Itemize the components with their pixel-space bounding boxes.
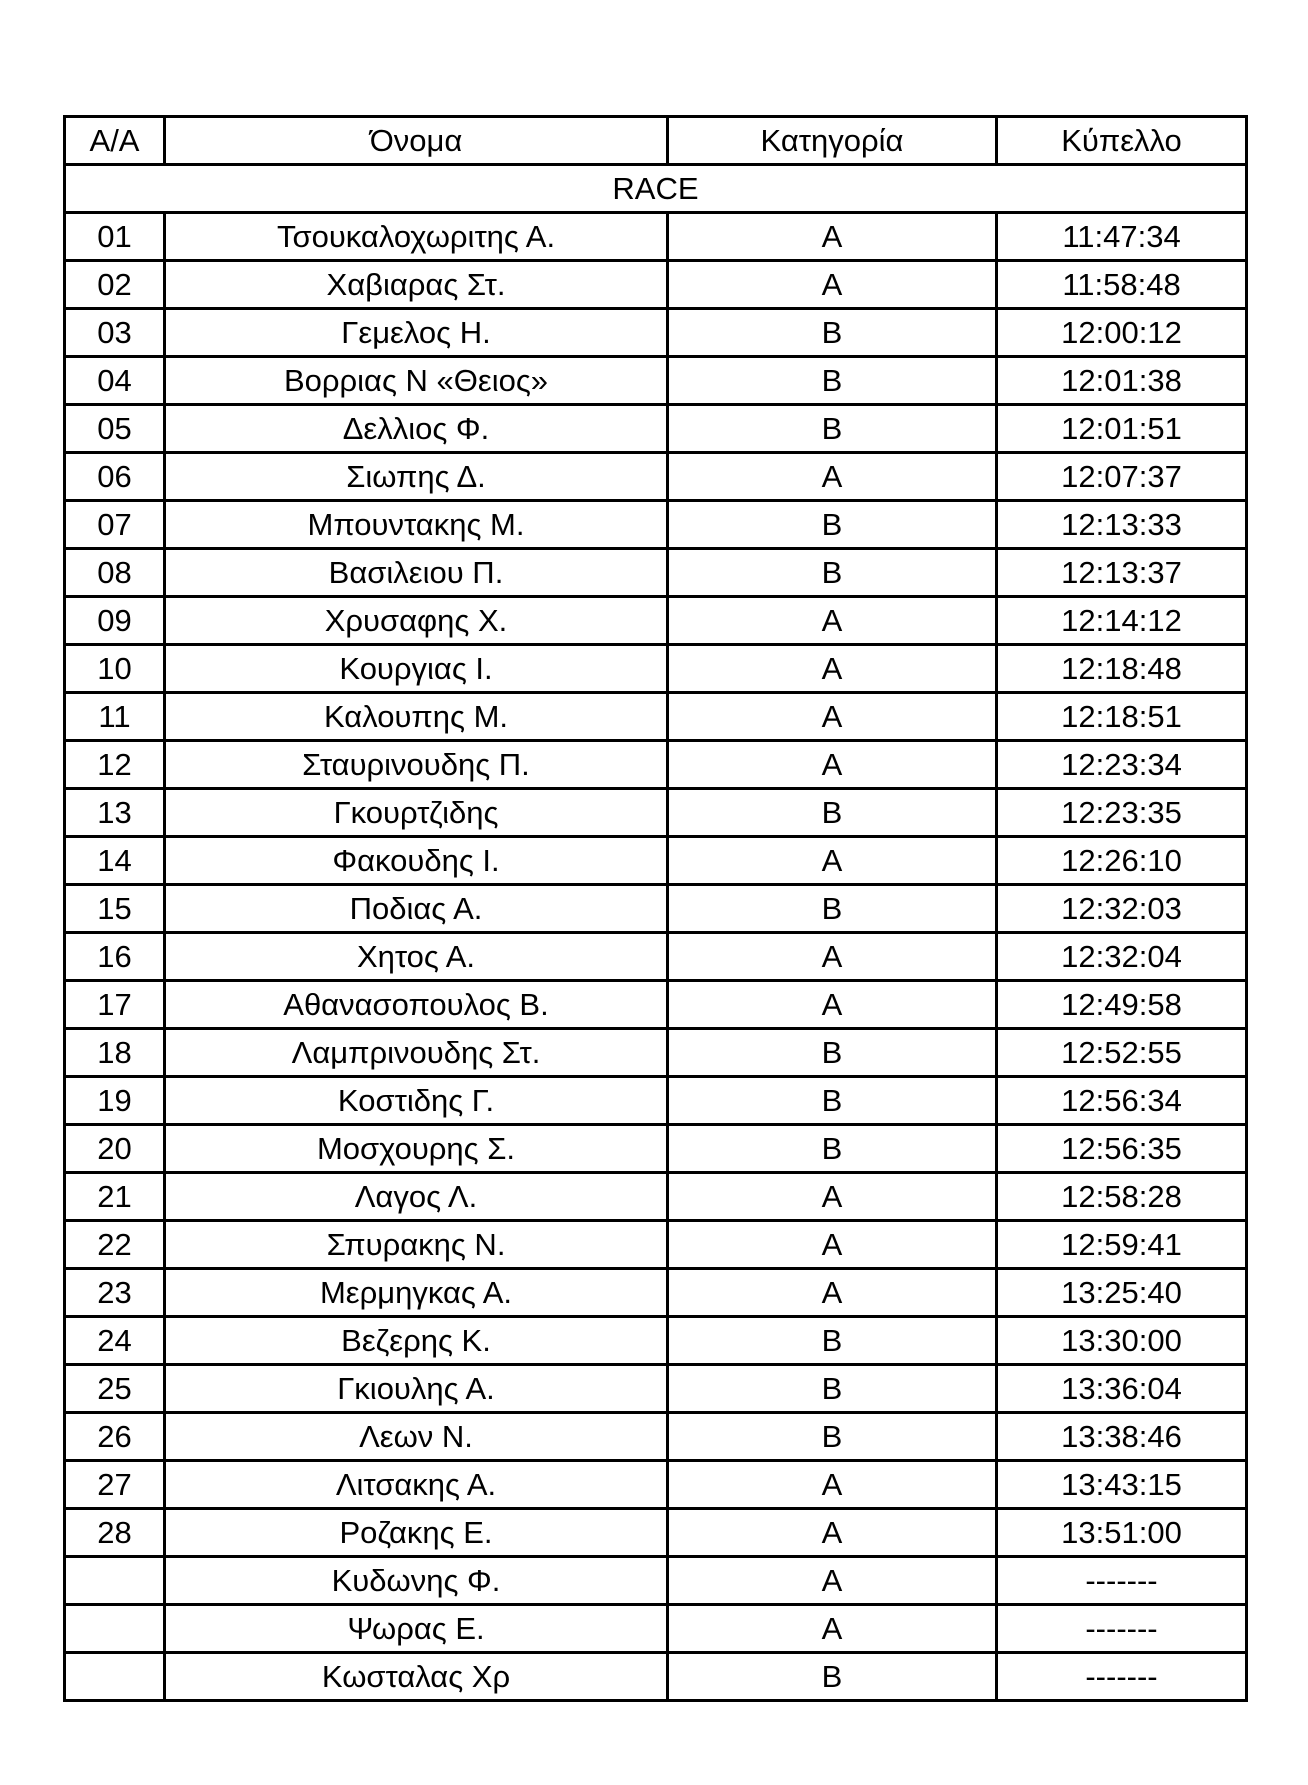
row-number-cell: [65, 1653, 165, 1701]
name-cell: Βορριας Ν «Θειος»: [165, 357, 668, 405]
table-row: [65, 1461, 1247, 1509]
name-cell: Καλουπης Μ.: [165, 693, 668, 741]
header-row: [65, 117, 1247, 165]
category-cell: Β: [668, 549, 997, 597]
name-cell: Γκουρτζιδης: [165, 789, 668, 837]
cup-time-cell: -------: [997, 1653, 1247, 1701]
row-number-cell: 04: [65, 357, 165, 405]
cup-time-cell: 12:18:48: [997, 645, 1247, 693]
column-header-index: Α/Α: [65, 117, 165, 165]
cup-time-cell: 12:14:12: [997, 597, 1247, 645]
category-cell: Α: [668, 1221, 997, 1269]
category-cell: Α: [668, 1269, 997, 1317]
name-cell: Βασιλειου Π.: [165, 549, 668, 597]
name-cell: Χητος Α.: [165, 933, 668, 981]
column-header-cup: Κύπελλο: [997, 117, 1247, 165]
name-cell: Λιτσακης Α.: [165, 1461, 668, 1509]
name-cell: Σπυρακης Ν.: [165, 1221, 668, 1269]
cup-time-cell: 13:25:40: [997, 1269, 1247, 1317]
table-row: [65, 453, 1247, 501]
cup-time-cell: 12:32:04: [997, 933, 1247, 981]
name-cell: Λεων Ν.: [165, 1413, 668, 1461]
category-cell: Α: [668, 837, 997, 885]
category-cell: Β: [668, 357, 997, 405]
table-row: [65, 1365, 1247, 1413]
column-header-name: Όνομα: [165, 117, 668, 165]
category-cell: Β: [668, 885, 997, 933]
name-cell: Φακουδης Ι.: [165, 837, 668, 885]
category-cell: Β: [668, 1317, 997, 1365]
table-row: [65, 501, 1247, 549]
row-number-cell: 02: [65, 261, 165, 309]
row-number-cell: 10: [65, 645, 165, 693]
cup-time-cell: -------: [997, 1557, 1247, 1605]
column-header-category: Κατηγορία: [668, 117, 997, 165]
row-number-cell: 01: [65, 213, 165, 261]
table-row: [65, 1509, 1247, 1557]
name-cell: Γκιουλης Α.: [165, 1365, 668, 1413]
row-number-cell: 11: [65, 693, 165, 741]
row-number-cell: 15: [65, 885, 165, 933]
row-number-cell: 25: [65, 1365, 165, 1413]
table-row: [65, 1077, 1247, 1125]
cup-time-cell: 12:23:34: [997, 741, 1247, 789]
table-row: [65, 261, 1247, 309]
category-cell: Α: [668, 741, 997, 789]
category-cell: Β: [668, 309, 997, 357]
category-cell: Β: [668, 1413, 997, 1461]
category-cell: Α: [668, 981, 997, 1029]
row-number-cell: 27: [65, 1461, 165, 1509]
category-cell: Β: [668, 789, 997, 837]
cup-time-cell: 12:49:58: [997, 981, 1247, 1029]
cup-time-cell: 12:00:12: [997, 309, 1247, 357]
name-cell: Μερμηγκας Α.: [165, 1269, 668, 1317]
category-cell: Α: [668, 1173, 997, 1221]
name-cell: Κυδωνης Φ.: [165, 1557, 668, 1605]
row-number-cell: 19: [65, 1077, 165, 1125]
name-cell: Σταυρινουδης Π.: [165, 741, 668, 789]
section-title: RACE: [65, 165, 1247, 213]
name-cell: Κοστιδης Γ.: [165, 1077, 668, 1125]
name-cell: Κουργιας Ι.: [165, 645, 668, 693]
cup-time-cell: 12:23:35: [997, 789, 1247, 837]
name-cell: Κωσταλας Χρ: [165, 1653, 668, 1701]
table-row: [65, 1125, 1247, 1173]
row-number-cell: 03: [65, 309, 165, 357]
table-row: [65, 1173, 1247, 1221]
table-row: [65, 981, 1247, 1029]
name-cell: Σιωπης Δ.: [165, 453, 668, 501]
row-number-cell: [65, 1605, 165, 1653]
category-cell: Β: [668, 1125, 997, 1173]
table-row: [65, 933, 1247, 981]
cup-time-cell: -------: [997, 1605, 1247, 1653]
row-number-cell: [65, 1557, 165, 1605]
cup-time-cell: 12:52:55: [997, 1029, 1247, 1077]
table-row: [65, 885, 1247, 933]
category-cell: Α: [668, 1509, 997, 1557]
name-cell: Μοσχουρης Σ.: [165, 1125, 668, 1173]
table-row: [65, 213, 1247, 261]
category-cell: Β: [668, 1653, 997, 1701]
table-row: [65, 405, 1247, 453]
row-number-cell: 22: [65, 1221, 165, 1269]
category-cell: Α: [668, 213, 997, 261]
name-cell: Χρυσαφης Χ.: [165, 597, 668, 645]
row-number-cell: 26: [65, 1413, 165, 1461]
category-cell: Α: [668, 1461, 997, 1509]
row-number-cell: 14: [65, 837, 165, 885]
row-number-cell: 16: [65, 933, 165, 981]
row-number-cell: 23: [65, 1269, 165, 1317]
row-number-cell: 12: [65, 741, 165, 789]
cup-time-cell: 12:13:33: [997, 501, 1247, 549]
category-cell: Α: [668, 1605, 997, 1653]
category-cell: Β: [668, 405, 997, 453]
cup-time-cell: 13:43:15: [997, 1461, 1247, 1509]
name-cell: Τσουκαλοχωριτης Α.: [165, 213, 668, 261]
name-cell: Ροζακης Ε.: [165, 1509, 668, 1557]
cup-time-cell: 12:32:03: [997, 885, 1247, 933]
row-number-cell: 06: [65, 453, 165, 501]
table-row: [65, 1221, 1247, 1269]
table-row: [65, 693, 1247, 741]
cup-time-cell: 12:13:37: [997, 549, 1247, 597]
name-cell: Βεζερης Κ.: [165, 1317, 668, 1365]
row-number-cell: 17: [65, 981, 165, 1029]
cup-time-cell: 12:56:35: [997, 1125, 1247, 1173]
row-number-cell: 05: [65, 405, 165, 453]
table-row: [65, 1317, 1247, 1365]
row-number-cell: 28: [65, 1509, 165, 1557]
cup-time-cell: 12:58:28: [997, 1173, 1247, 1221]
cup-time-cell: 12:01:51: [997, 405, 1247, 453]
table-row: [65, 1557, 1247, 1605]
row-number-cell: 24: [65, 1317, 165, 1365]
table-row: [65, 645, 1247, 693]
cup-time-cell: 12:59:41: [997, 1221, 1247, 1269]
table-row: [65, 357, 1247, 405]
section-row: [65, 165, 1247, 213]
table-row: [65, 1605, 1247, 1653]
category-cell: Β: [668, 501, 997, 549]
row-number-cell: 18: [65, 1029, 165, 1077]
name-cell: Γεμελος Η.: [165, 309, 668, 357]
name-cell: Ψωρας Ε.: [165, 1605, 668, 1653]
cup-time-cell: 12:01:38: [997, 357, 1247, 405]
category-cell: Α: [668, 261, 997, 309]
row-number-cell: 13: [65, 789, 165, 837]
name-cell: Λαμπρινουδης Στ.: [165, 1029, 668, 1077]
cup-time-cell: 12:18:51: [997, 693, 1247, 741]
cup-time-cell: 13:51:00: [997, 1509, 1247, 1557]
table-row: [65, 1029, 1247, 1077]
category-cell: Α: [668, 597, 997, 645]
row-number-cell: 08: [65, 549, 165, 597]
cup-time-cell: 13:36:04: [997, 1365, 1247, 1413]
table-row: [65, 789, 1247, 837]
results-rows: [65, 213, 1247, 1701]
table-row: [65, 597, 1247, 645]
cup-time-cell: 12:07:37: [997, 453, 1247, 501]
name-cell: Δελλιος Φ.: [165, 405, 668, 453]
table-row: [65, 1653, 1247, 1701]
name-cell: Μπουντακης Μ.: [165, 501, 668, 549]
row-number-cell: 20: [65, 1125, 165, 1173]
category-cell: Β: [668, 1365, 997, 1413]
category-cell: Α: [668, 453, 997, 501]
table-row: [65, 1269, 1247, 1317]
row-number-cell: 21: [65, 1173, 165, 1221]
category-cell: Α: [668, 645, 997, 693]
category-cell: Α: [668, 693, 997, 741]
row-number-cell: 07: [65, 501, 165, 549]
cup-time-cell: 13:30:00: [997, 1317, 1247, 1365]
category-cell: Α: [668, 1557, 997, 1605]
cup-time-cell: 11:58:48: [997, 261, 1247, 309]
category-cell: Α: [668, 933, 997, 981]
race-results-table: [63, 115, 1248, 1702]
table-row: [65, 741, 1247, 789]
table-row: [65, 1413, 1247, 1461]
row-number-cell: 09: [65, 597, 165, 645]
cup-time-cell: 11:47:34: [997, 213, 1247, 261]
name-cell: Ποδιας Α.: [165, 885, 668, 933]
table-row: [65, 309, 1247, 357]
cup-time-cell: 12:56:34: [997, 1077, 1247, 1125]
cup-time-cell: 13:38:46: [997, 1413, 1247, 1461]
name-cell: Λαγος Λ.: [165, 1173, 668, 1221]
name-cell: Αθανασοπουλος Β.: [165, 981, 668, 1029]
table-row: [65, 837, 1247, 885]
cup-time-cell: 12:26:10: [997, 837, 1247, 885]
category-cell: Β: [668, 1077, 997, 1125]
category-cell: Β: [668, 1029, 997, 1077]
table-row: [65, 549, 1247, 597]
name-cell: Χαβιαρας Στ.: [165, 261, 668, 309]
